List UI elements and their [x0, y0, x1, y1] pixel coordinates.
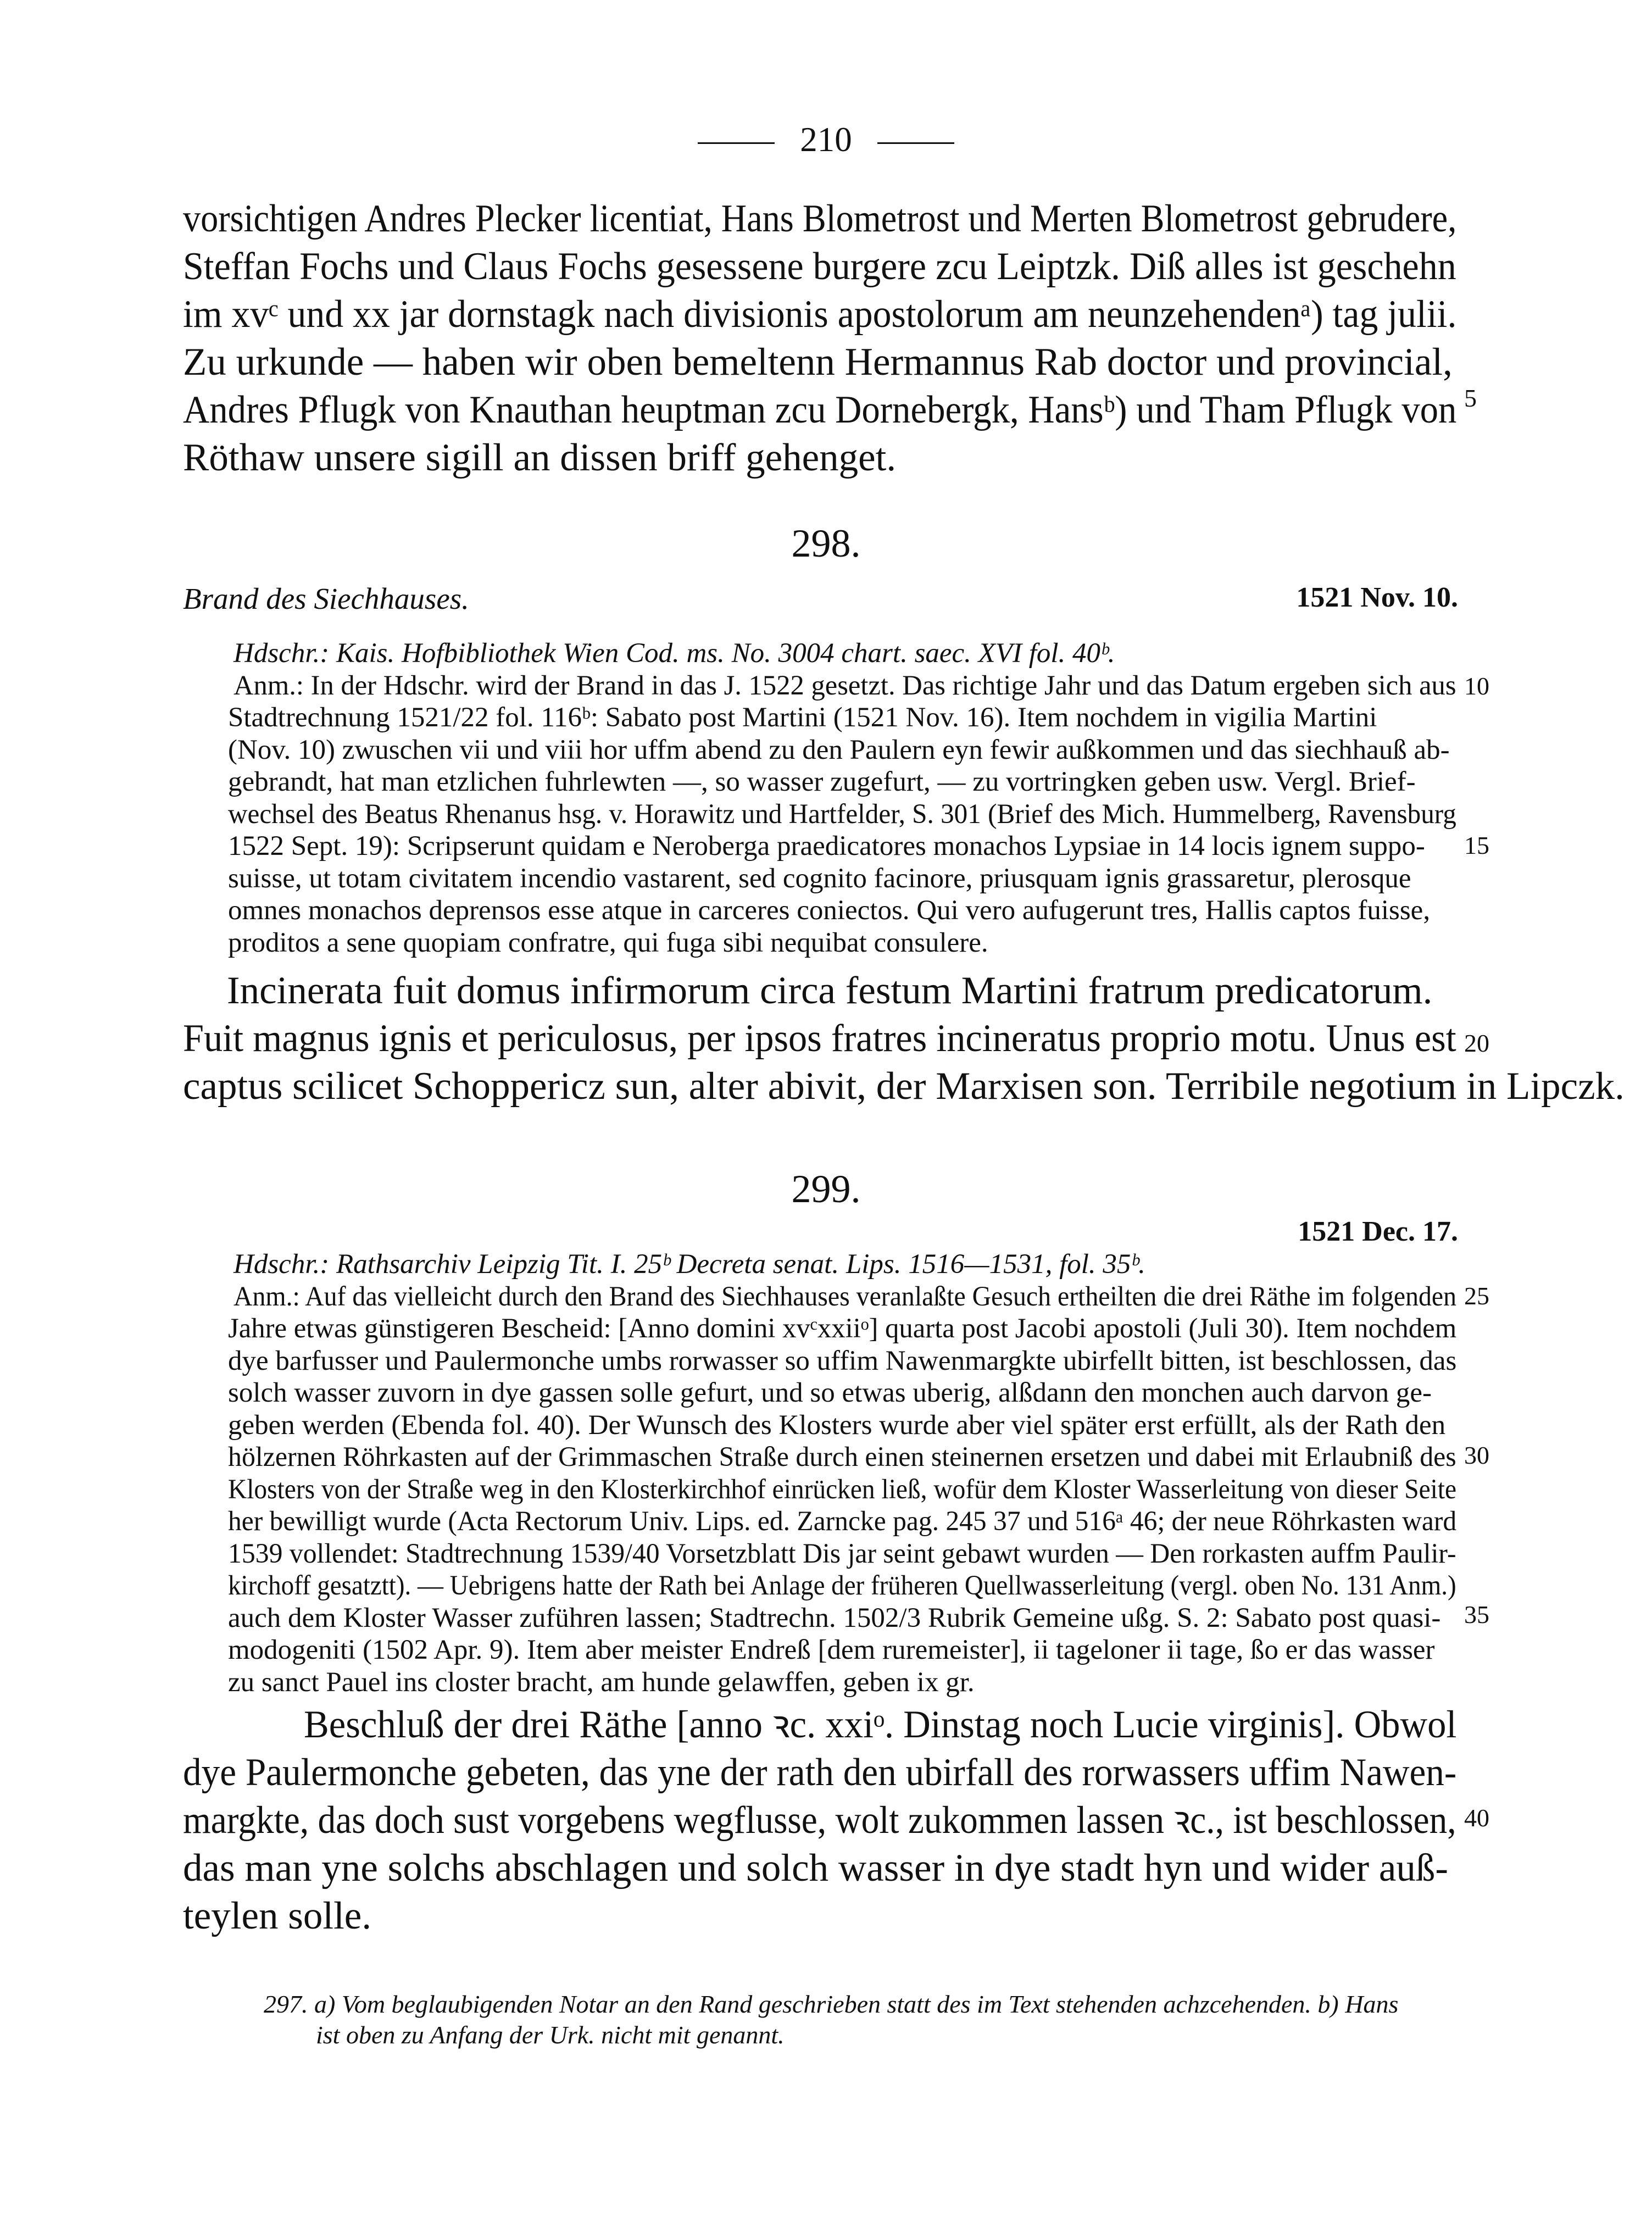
note-line: 1522 Sept. 19): Scripserunt quidam e Neroberga praedicatores monachos Lypsiae in 14 locis ignem suppo-: [228, 831, 1425, 862]
note-line: Hdschr.: Kais. Hofbibliothek Wien Cod. ms. No. 3004 chart. saec. XVI fol. 40ᵇ.: [233, 638, 1115, 669]
text-line: im xvᶜ und xx jar dornstagk nach divisionis apostolorum am neunzehendenᵃ) tag julii.: [183, 293, 1457, 336]
note-line: auch dem Kloster Wasser zuführen lassen; Stadtrechn. 1502/3 Rubrik Gemeine ußg. S. 2: Sabato post quasi-: [228, 1602, 1441, 1633]
paragraph-continuation: [183, 195, 1456, 482]
line-number: 15: [1464, 831, 1489, 859]
document-date-299: 1521 Dec. 17.: [1298, 1216, 1458, 1247]
note-line: Stadtrechnung 1521/22 fol. 116ᵇ: Sabato post Martini (1521 Nov. 16). Item nochdem in vigilia Martini: [228, 702, 1377, 733]
text-line: das man yne solchs abschlagen und solch wasser in dye stadt hyn und wider auß-: [183, 1847, 1449, 1890]
note-line: Jahre etwas günstigeren Bescheid: [Anno domini xvᶜxxiiᵒ] quarta post Jacobi apostoli (Juli 30). Item nochdem: [228, 1313, 1457, 1344]
document-number-299: 299.: [791, 1167, 861, 1211]
note-line: dye barfusser und Paulermonche umbs rorwasser so uffim Nawenmargkte ubirfellt bitten, ist beschlossen, das: [228, 1345, 1457, 1376]
text-line: dye Paulermonche gebeten, das yne der rath den ubirfall des rorwassers uffim Nawen-: [183, 1751, 1457, 1794]
footnote-line: 297. a) Vom beglaubigenden Notar an den Rand geschrieben statt des im Text stehenden achzcehenden. b) Hans: [264, 1990, 1399, 2018]
note-line: zu sanct Pauel ins closter bracht, am hunde gelawffen, geben ix gr.: [228, 1666, 975, 1698]
page-number: 210: [800, 120, 852, 159]
text-line: vorsichtigen Andres Plecker licentiat, Hans Blometrost und Merten Blometrost gebrudere,: [183, 197, 1457, 240]
document-number-298: 298.: [791, 521, 861, 565]
note-line: (Nov. 10) zwuschen vii und viii hor uffm abend zu den Paulern eyn fewir außkommen und das siechhauß ab-: [228, 734, 1450, 765]
line-number: 40: [1464, 1804, 1489, 1832]
apparatus-298: [228, 637, 1456, 959]
note-line: geben werden (Ebenda fol. 40). Der Wunsch des Klosters wurde aber viel später erst erfüllt, als der Rath den: [228, 1409, 1446, 1441]
footnotes: [264, 1989, 1456, 2050]
note-line: wechsel des Beatus Rhenanus hsg. v. Horawitz und Hartfelder, S. 301 (Brief des Mich. Hummelberg, Ravensburg: [228, 798, 1456, 830]
line-number: 25: [1464, 1282, 1489, 1310]
page-header: [0, 120, 1652, 160]
note-line: omnes monachos deprensos esse atque in carceres coniectos. Qui vero aufugerunt tres, Hallis captos fuisse,: [228, 895, 1431, 926]
line-number: 35: [1464, 1601, 1489, 1629]
line-number: 10: [1464, 672, 1489, 700]
note-line: Anm.: In der Hdschr. wird der Brand in das J. 1522 gesetzt. Das richtige Jahr und das Datum ergeben sich aus: [233, 670, 1456, 701]
note-line: proditos a sene quopiam confratre, qui fuga sibi nequibat consulere.: [228, 927, 988, 958]
note-line: Anm.: Auf das vielleicht durch den Brand des Siechhauses veranlaßte Gesuch ertheilten die drei Räthe im folgenden: [233, 1281, 1457, 1312]
text-line: Incinerata fuit domus infirmorum circa festum Martini fratrum predicatorum.: [227, 969, 1433, 1012]
text-line: teylen solle.: [183, 1894, 372, 1937]
document-date-298: 1521 Nov. 10.: [1296, 582, 1458, 613]
note-line: gebrandt, hat man etzlichen fuhrlewten —, so wasser zugefurt, — zu vortringken geben usw. Vergl. Brief-: [228, 766, 1416, 797]
line-number: 5: [1464, 384, 1477, 412]
note-line: 1539 vollendet: Stadtrechnung 1539/40 Vorsetzblatt Dis jar seint gebawt wurden — Den rorkasten auffm Paulir-: [228, 1538, 1456, 1569]
note-line: modogeniti (1502 Apr. 9). Item aber meister Endreß [dem ruremeister], ii tageloner ii tage, ßo er das wasser: [228, 1635, 1435, 1665]
header-rule-left: [698, 142, 775, 144]
text-line: Beschluß der drei Räthe [anno ꝛc. xxiᵒ. Dinstag noch Lucie virginis]. Obwol: [304, 1703, 1457, 1746]
note-line: suisse, ut totam civitatem incendio vastarent, sed cognito facinore, priusquam ignis grassaretur, plerosque: [228, 863, 1411, 894]
text-line: Fuit magnus ignis et periculosus, per ipsos fratres incineratus proprio motu. Unus est: [183, 1017, 1456, 1060]
footnote-line: ist oben zu Anfang der Urk. nicht mit genannt.: [316, 2021, 785, 2049]
text-line: captus scilicet Schoppericz sun, alter abivit, der Marxisen son. Terribile negotium in Lipczk.: [183, 1065, 1625, 1108]
line-number: 30: [1464, 1441, 1489, 1469]
text-line: Röthaw unsere sigill an dissen briff gehenget.: [183, 436, 897, 479]
document-text-299: [183, 1701, 1456, 1940]
text-line: Zu urkunde — haben wir oben bemeltenn Hermannus Rab doctor und provincial,: [183, 341, 1453, 384]
text-line: Andres Pflugk von Knauthan heuptman zcu Dornebergk, Hansᵇ) und Tham Pflugk von: [183, 388, 1457, 431]
note-line: Klosters von der Straße weg in den Klosterkirchhof einrücken ließ, wofür dem Kloster Wasserleitung von dieser Seite: [228, 1474, 1457, 1505]
note-line: Hdschr.: Rathsarchiv Leipzig Tit. I. 25ᵇ Decreta senat. Lips. 1516—1531, fol. 35ᵇ.: [233, 1249, 1145, 1280]
text-line: margkte, das doch sust vorgebens wegflusse, wolt zukommen lassen ꝛc., ist beschlossen,: [183, 1799, 1456, 1842]
header-rule-right: [877, 142, 954, 144]
note-line: hölzernen Röhrkasten auf der Grimmaschen Straße durch einen steinernen ersetzen und dabei mit Erlaubniß des: [228, 1442, 1456, 1472]
note-line: solch wasser zuvorn in dye gassen solle gefurt, und so etwas uberig, alßdann den monchen auch darvon ge-: [228, 1377, 1432, 1408]
document-title-298: Brand des Siechhauses.: [183, 582, 469, 615]
text-line: Steffan Fochs und Claus Fochs gesessene burgere zcu Leiptzk. Diß alles ist geschehn: [183, 245, 1456, 288]
line-number: 20: [1464, 1029, 1489, 1057]
apparatus-299: [228, 1248, 1457, 1698]
note-line: her bewilligt wurde (Acta Rectorum Univ. Lips. ed. Zarncke pag. 245 37 und 516ᵃ 46; der neue Röhrkasten ward: [228, 1506, 1457, 1537]
note-line: kirchoff gesatztt). — Uebrigens hatte der Rath bei Anlage der früheren Quellwasserleitung (vergl. oben No. 131 Anm.): [228, 1570, 1456, 1601]
